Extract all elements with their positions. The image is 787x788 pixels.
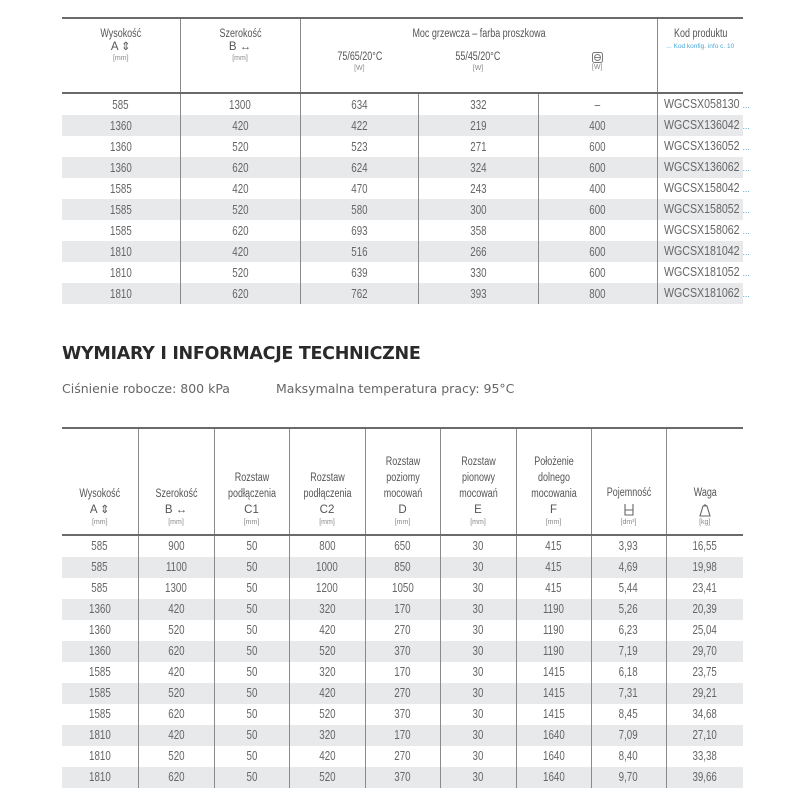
cell-connection-spacing-c1: 50 <box>214 683 289 704</box>
cell-power-55: 219 <box>418 115 538 136</box>
table-row <box>62 220 743 241</box>
cell-product-code: WGCSX181062 ... <box>657 283 743 304</box>
cell-power-75: 634 <box>300 93 418 115</box>
cell-capacity: 5,44 <box>591 578 666 599</box>
cell-product-code: WGCSX181042 ... <box>657 241 743 262</box>
cell-power-electric: 600 <box>538 136 657 157</box>
cell-capacity: 7,09 <box>591 725 666 746</box>
cell-connection-spacing-c2: 1000 <box>289 557 365 578</box>
table-row <box>62 199 743 220</box>
cell-power-75: 470 <box>300 178 418 199</box>
cell-weight: 23,75 <box>666 662 743 683</box>
table-row <box>62 641 743 662</box>
table-row <box>62 241 743 262</box>
table-row <box>62 704 743 725</box>
cell-power-75: 523 <box>300 136 418 157</box>
cell-horizontal-mount-spacing: 370 <box>365 767 440 788</box>
heating-power-group-label: Moc grzewcza – farba proszkowa <box>411 28 546 40</box>
cell-height: 1360 <box>109 139 132 154</box>
table-row <box>62 557 743 578</box>
technical-info <box>62 381 514 396</box>
cell-vertical-mount-spacing: 30 <box>440 599 516 620</box>
cell-width: 420 <box>180 178 300 199</box>
cell-connection-spacing-c2: 520 <box>289 641 365 662</box>
cell-power-55: 271 <box>418 136 538 157</box>
cell-horizontal-mount-spacing: 170 <box>365 725 440 746</box>
code-suffix-placeholder: ... <box>742 226 750 236</box>
code-suffix-placeholder: ... <box>742 100 750 110</box>
table-row <box>62 93 743 115</box>
cell-weight: 39,66 <box>666 767 743 788</box>
cell-width: 620 <box>138 704 214 725</box>
cell-connection-spacing-c1: 50 <box>214 746 289 767</box>
cell-vertical-mount-spacing: 30 <box>440 662 516 683</box>
cell-height: 585 <box>91 581 108 595</box>
cell-weight: 19,98 <box>666 557 743 578</box>
cell-connection-spacing-c2: 800 <box>289 535 365 557</box>
cell-height: 1585 <box>88 707 111 721</box>
bottom-mount-position-symbol: F <box>549 504 558 516</box>
header-width: Szerokość B ↔ [mm] <box>138 428 214 535</box>
capacity-icon <box>623 503 635 517</box>
cell-vertical-mount-spacing: 30 <box>440 641 516 662</box>
cell-width: 1100 <box>138 557 214 578</box>
header-weight: Waga [kg] <box>666 428 743 535</box>
cell-product-code: WGCSX158042 ... <box>657 178 743 199</box>
cell-width: 520 <box>138 746 214 767</box>
cell-bottom-mount-position: 415 <box>516 578 591 599</box>
cell-width: 1300 <box>180 93 300 115</box>
cell-height: 1585 <box>109 223 132 238</box>
cell-capacity: 6,18 <box>591 662 666 683</box>
cell-power-75: 516 <box>300 241 418 262</box>
cell-height: 1585 <box>88 665 111 679</box>
cell-height: 1360 <box>62 599 138 620</box>
cell-power-55: 243 <box>418 178 538 199</box>
cell-product-code: WGCSX136052 ... <box>657 136 743 157</box>
cell-horizontal-mount-spacing: 270 <box>365 620 440 641</box>
table-row <box>62 535 743 557</box>
config-code-note-link[interactable]: ... Kod konfig. info c. 10 <box>666 43 735 50</box>
cell-capacity: 7,31 <box>591 683 666 704</box>
cell-height: 585 <box>62 557 138 578</box>
cell-bottom-mount-position: 415 <box>516 557 591 578</box>
cell-bottom-mount-position: 1190 <box>516 620 591 641</box>
header-connection-spacing-c2: Rozstaw podłączenia C2 [mm] <box>289 428 365 535</box>
cell-width: 620 <box>180 157 300 178</box>
cell-power-electric: 400 <box>538 178 657 199</box>
cell-connection-spacing-c1: 50 <box>214 662 289 683</box>
cell-bottom-mount-position: 1415 <box>516 683 591 704</box>
header-bottom-mount-position: Położenie dolnego mocowania F [mm] <box>516 428 591 535</box>
cell-height: 1810 <box>62 241 180 262</box>
cell-width: 520 <box>180 199 300 220</box>
height-symbol: A ⇕ <box>110 41 131 53</box>
cell-width: 1300 <box>138 578 214 599</box>
table-row <box>62 683 743 704</box>
header-capacity: Pojemność [dm³] <box>591 428 666 535</box>
cell-bottom-mount-position: 1415 <box>516 662 591 683</box>
cell-horizontal-mount-spacing: 370 <box>365 704 440 725</box>
cell-bottom-mount-position: 1415 <box>516 704 591 725</box>
cell-power-electric: – <box>538 93 657 115</box>
cell-horizontal-mount-spacing: 370 <box>365 641 440 662</box>
cell-width: 520 <box>138 683 214 704</box>
cell-width: 620 <box>138 641 214 662</box>
cell-weight: 34,68 <box>666 704 743 725</box>
cell-connection-spacing-c2: 320 <box>289 725 365 746</box>
cell-connection-spacing-c1: 50 <box>214 725 289 746</box>
header-power-electric: [W] <box>538 51 657 74</box>
table-row <box>62 178 743 199</box>
cell-power-75: 639 <box>300 262 418 283</box>
cell-power-55: 330 <box>418 262 538 283</box>
cell-connection-spacing-c1: 50 <box>214 557 289 578</box>
height-symbol: A ⇕ <box>89 504 110 516</box>
cell-power-electric: 600 <box>538 262 657 283</box>
table-row <box>62 136 743 157</box>
width-symbol: B ↔ <box>164 504 188 516</box>
cell-bottom-mount-position: 415 <box>516 535 591 557</box>
cell-horizontal-mount-spacing: 170 <box>365 662 440 683</box>
cell-height: 1360 <box>62 641 138 662</box>
header-connection-spacing-c1: Rozstaw podłączenia C1 [mm] <box>214 428 289 535</box>
cell-vertical-mount-spacing: 30 <box>440 557 516 578</box>
working-pressure: Ciśnienie robocze: 800 kPa <box>62 381 230 396</box>
cell-weight: 23,41 <box>666 578 743 599</box>
cell-power-75: 762 <box>300 283 418 304</box>
cell-power-electric: 600 <box>538 199 657 220</box>
cell-weight: 20,39 <box>666 599 743 620</box>
width-symbol: B ↔ <box>228 41 252 53</box>
section-title: WYMIARY I INFORMACJE TECHNICZNE <box>62 344 421 364</box>
cell-power-75: 580 <box>300 199 418 220</box>
cell-power-55: 332 <box>418 93 538 115</box>
table-header-row <box>62 18 743 93</box>
max-temperature: Maksymalna temperatura pracy: 95°C <box>276 381 515 396</box>
cell-power-electric: 400 <box>538 115 657 136</box>
cell-power-55: 266 <box>418 241 538 262</box>
header-heating-power <box>300 18 657 93</box>
cell-width: 520 <box>138 620 214 641</box>
cell-vertical-mount-spacing: 30 <box>440 704 516 725</box>
cell-horizontal-mount-spacing: 270 <box>365 746 440 767</box>
table-row <box>62 725 743 746</box>
header-power-55: 55/45/20°C [W] <box>455 51 501 72</box>
cell-vertical-mount-spacing: 30 <box>440 767 516 788</box>
cell-connection-spacing-c1: 50 <box>214 767 289 788</box>
cell-bottom-mount-position: 1190 <box>516 641 591 662</box>
vertical-mount-spacing-symbol: E <box>474 504 482 516</box>
cell-power-55: 393 <box>418 283 538 304</box>
cell-height: 1810 <box>62 725 138 746</box>
cell-width: 420 <box>138 599 214 620</box>
cell-power-75: 624 <box>300 157 418 178</box>
cell-capacity: 8,40 <box>591 746 666 767</box>
cell-height: 585 <box>91 539 108 553</box>
table-row <box>62 662 743 683</box>
code-suffix-placeholder: ... <box>742 163 750 173</box>
cell-power-electric: 600 <box>538 241 657 262</box>
table-row <box>62 767 743 788</box>
cell-vertical-mount-spacing: 30 <box>440 746 516 767</box>
cell-height: 1585 <box>62 683 138 704</box>
cell-power-55: 324 <box>418 157 538 178</box>
cell-horizontal-mount-spacing: 850 <box>365 557 440 578</box>
weight-icon <box>699 503 711 517</box>
cell-vertical-mount-spacing: 30 <box>440 535 516 557</box>
cell-bottom-mount-position: 1190 <box>516 599 591 620</box>
cell-horizontal-mount-spacing: 170 <box>365 599 440 620</box>
cell-vertical-mount-spacing: 30 <box>440 620 516 641</box>
cell-width: 420 <box>180 115 300 136</box>
table-row <box>62 115 743 136</box>
cell-connection-spacing-c2: 420 <box>289 746 365 767</box>
cell-weight: 27,10 <box>666 725 743 746</box>
table-header-row <box>62 428 743 535</box>
cell-width: 520 <box>180 262 300 283</box>
cell-connection-spacing-c1: 50 <box>214 599 289 620</box>
cell-connection-spacing-c1: 50 <box>214 641 289 662</box>
table-row <box>62 620 743 641</box>
cell-product-code: WGCSX136042 ... <box>657 115 743 136</box>
cell-power-electric: 600 <box>538 157 657 178</box>
cell-vertical-mount-spacing: 30 <box>440 725 516 746</box>
cell-connection-spacing-c1: 50 <box>214 704 289 725</box>
cell-connection-spacing-c2: 520 <box>289 767 365 788</box>
cell-vertical-mount-spacing: 30 <box>440 578 516 599</box>
electric-heater-icon <box>592 52 603 63</box>
cell-width: 620 <box>180 283 300 304</box>
header-power-75: 75/65/20°C [W] <box>336 51 382 72</box>
cell-power-electric: 800 <box>538 283 657 304</box>
header-height: Wysokość A ⇕ [mm] <box>62 18 180 93</box>
code-suffix-placeholder: ... <box>742 121 750 131</box>
cell-connection-spacing-c2: 320 <box>289 599 365 620</box>
cell-product-code: WGCSX136062 ... <box>657 157 743 178</box>
dimensions-table <box>62 427 743 788</box>
cell-height: 1360 <box>62 115 180 136</box>
table-row <box>62 746 743 767</box>
table-row <box>62 157 743 178</box>
table-row <box>62 599 743 620</box>
cell-width: 420 <box>138 725 214 746</box>
table-row <box>62 262 743 283</box>
table-row <box>62 283 743 304</box>
connection-spacing-c2-symbol: C2 <box>319 504 335 516</box>
cell-vertical-mount-spacing: 30 <box>440 683 516 704</box>
header-product-code: Kod produktu ... Kod konfig. info c. 10 <box>657 18 743 93</box>
cell-bottom-mount-position: 1640 <box>516 767 591 788</box>
cell-horizontal-mount-spacing: 650 <box>365 535 440 557</box>
cell-horizontal-mount-spacing: 270 <box>365 683 440 704</box>
header-height: Wysokość A ⇕ [mm] <box>62 428 138 535</box>
cell-connection-spacing-c2: 320 <box>289 662 365 683</box>
cell-capacity: 8,45 <box>591 704 666 725</box>
cell-capacity: 6,23 <box>591 620 666 641</box>
cell-connection-spacing-c2: 420 <box>289 683 365 704</box>
cell-height: 585 <box>112 97 129 112</box>
cell-connection-spacing-c2: 1200 <box>289 578 365 599</box>
cell-height: 1360 <box>88 623 111 637</box>
cell-width: 620 <box>138 767 214 788</box>
cell-height: 1585 <box>62 199 180 220</box>
heating-power-table <box>62 17 750 304</box>
cell-product-code: WGCSX181052 ... <box>657 262 743 283</box>
cell-width: 900 <box>138 535 214 557</box>
header-horizontal-mount-spacing: Rozstaw poziomy mocowań D [mm] <box>365 428 440 535</box>
cell-height: 1810 <box>62 283 180 304</box>
code-suffix-placeholder: ... <box>742 205 750 215</box>
cell-width: 620 <box>180 220 300 241</box>
code-suffix-placeholder: ... <box>742 184 750 194</box>
cell-width: 420 <box>180 241 300 262</box>
cell-power-75: 422 <box>300 115 418 136</box>
cell-product-code: WGCSX158052 ... <box>657 199 743 220</box>
cell-weight: 29,21 <box>666 683 743 704</box>
cell-width: 420 <box>138 662 214 683</box>
cell-connection-spacing-c2: 520 <box>289 704 365 725</box>
cell-power-electric: 800 <box>538 220 657 241</box>
horizontal-mount-spacing-symbol: D <box>398 504 407 516</box>
cell-height: 1360 <box>62 157 180 178</box>
cell-capacity: 5,26 <box>591 599 666 620</box>
cell-connection-spacing-c1: 50 <box>214 578 289 599</box>
code-suffix-placeholder: ... <box>742 268 750 278</box>
code-suffix-placeholder: ... <box>742 289 750 299</box>
cell-height: 1585 <box>109 181 132 196</box>
code-suffix-placeholder: ... <box>742 247 750 257</box>
cell-weight: 16,55 <box>666 535 743 557</box>
cell-product-code: WGCSX058130 ... <box>657 93 743 115</box>
cell-height: 1810 <box>88 749 111 763</box>
cell-bottom-mount-position: 1640 <box>516 746 591 767</box>
cell-power-55: 358 <box>418 220 538 241</box>
cell-weight: 25,04 <box>666 620 743 641</box>
cell-width: 520 <box>180 136 300 157</box>
code-suffix-placeholder: ... <box>742 142 750 152</box>
cell-bottom-mount-position: 1640 <box>516 725 591 746</box>
cell-power-55: 300 <box>418 199 538 220</box>
cell-capacity: 9,70 <box>591 767 666 788</box>
cell-capacity: 3,93 <box>591 535 666 557</box>
cell-height: 1810 <box>109 265 132 280</box>
cell-weight: 29,70 <box>666 641 743 662</box>
cell-connection-spacing-c1: 50 <box>214 535 289 557</box>
cell-capacity: 7,19 <box>591 641 666 662</box>
header-width: Szerokość B ↔ [mm] <box>180 18 300 93</box>
cell-connection-spacing-c1: 50 <box>214 620 289 641</box>
cell-capacity: 4,69 <box>591 557 666 578</box>
header-vertical-mount-spacing: Rozstaw pionowy mocowań E [mm] <box>440 428 516 535</box>
cell-horizontal-mount-spacing: 1050 <box>365 578 440 599</box>
cell-product-code: WGCSX158062 ... <box>657 220 743 241</box>
table-row <box>62 578 743 599</box>
cell-weight: 33,38 <box>666 746 743 767</box>
cell-connection-spacing-c2: 420 <box>289 620 365 641</box>
cell-power-75: 693 <box>300 220 418 241</box>
cell-height: 1810 <box>62 767 138 788</box>
connection-spacing-c1-symbol: C1 <box>244 504 259 516</box>
